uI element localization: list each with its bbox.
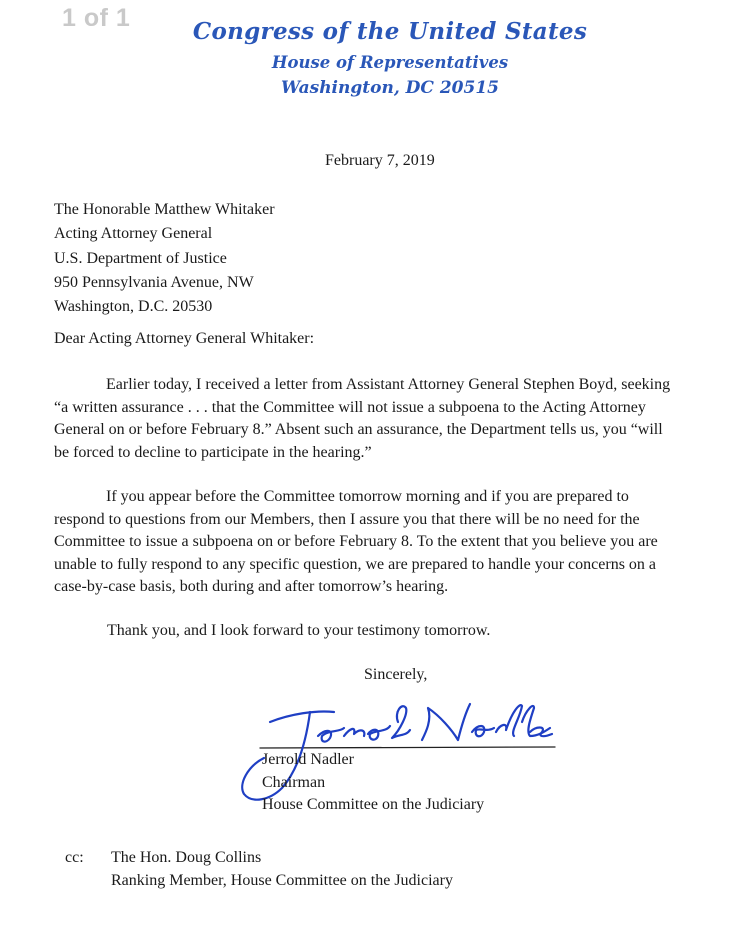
paragraph-line: unable to fully respond to any specific question, we are prepared to handle your concerns on a: [54, 555, 657, 573]
closing-line: Thank you, and I look forward to your testimony tomorrow.: [107, 622, 491, 639]
recipient-line: 950 Pennsylvania Avenue, NW: [54, 273, 254, 291]
paragraph-line: If you appear before the Committee tomorrow morning and if you are prepared to: [106, 488, 629, 505]
signer-block: [262, 749, 484, 817]
cc-recipients: [111, 847, 453, 892]
letter-date: February 7, 2019: [325, 152, 435, 169]
signer-title: Chairman: [262, 773, 326, 791]
paragraph-line: case-by-case basis, both during and after tomorrow’s hearing.: [54, 578, 449, 596]
cc-label: cc:: [65, 849, 84, 866]
cc-line: Ranking Member, House Committee on the Judiciary: [111, 871, 453, 889]
page-counter: 1 of 1: [62, 4, 131, 32]
paragraph-line: “a written assurance . . . that the Committee will not issue a subpoena to the Acting Attorney: [54, 398, 646, 416]
letterhead-title: Congress of the United States: [192, 18, 588, 45]
letterhead-address: Washington, DC 20515: [281, 78, 499, 98]
recipient-line: Washington, D.C. 20530: [54, 298, 213, 316]
body-paragraph-1: [54, 374, 670, 464]
salutation: Dear Acting Attorney General Whitaker:: [54, 330, 315, 347]
signature-line-stroke: [260, 747, 555, 748]
recipient-line: Acting Attorney General: [54, 225, 213, 243]
signer-name: Jerrold Nadler: [262, 751, 354, 768]
signer-committee: House Committee on the Judiciary: [262, 796, 485, 813]
letterhead-chamber: House of Representatives: [271, 53, 509, 72]
recipient-address: [54, 198, 275, 319]
recipient-line: U.S. Department of Justice: [54, 249, 227, 267]
body-paragraph-2: [54, 486, 658, 599]
recipient-line: The Honorable Matthew Whitaker: [54, 201, 275, 218]
paragraph-line: Earlier today, I received a letter from Assistant Attorney General Stephen Boyd, seeking: [106, 376, 671, 393]
sign-off: Sincerely,: [364, 666, 428, 683]
paragraph-line: Committee to issue a subpoena on or before February 8. To the extent that you believe you are: [54, 533, 658, 551]
paragraph-line: General on or before February 8.” Absent such an assurance, the Department tells us, you “will: [54, 421, 663, 439]
paragraph-line: respond to questions from our Members, then I assure you that there will be no need for the: [54, 510, 640, 528]
paragraph-line: be forced to decline to participate in the hearing.”: [54, 443, 372, 461]
cc-line: The Hon. Doug Collins: [111, 849, 262, 866]
